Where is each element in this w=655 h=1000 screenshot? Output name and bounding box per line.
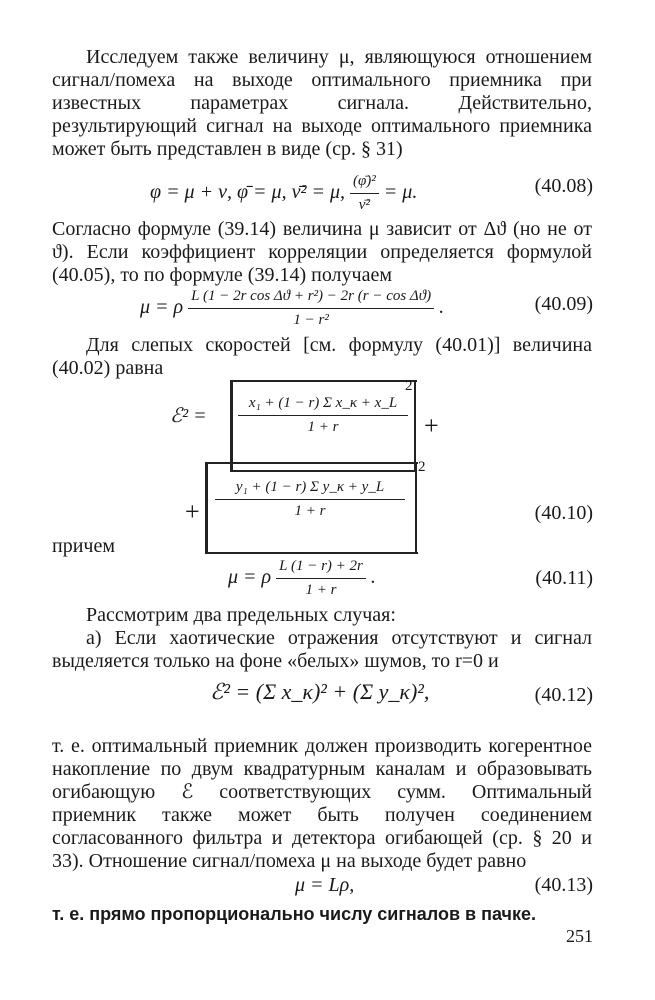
equation-number: (40.12) bbox=[534, 684, 593, 706]
fraction-1: $\frac{\text{x₁ + (1 − r) Σ x\_κ + x\_L}}{1 + r}$ bbox=[238, 392, 408, 439]
paragraph-8 bbox=[52, 903, 592, 926]
equation-number: (40.10) bbox=[534, 502, 593, 524]
paragraph-text: Исследуем также величину μ, являющуюся отношением сигнал/помеха на выходе оптимального приемника при известных параметрах сигнала. Действительно, результирующий сигнал на выходе оптимального приемника может быть представлен в виде (ср. § 31) bbox=[52, 46, 592, 160]
plus-sign: + bbox=[424, 411, 439, 440]
fraction-2: $\frac{\text{y₁ + (1 − r) Σ y\_κ + y\_L}}{1 + r}$ bbox=[215, 476, 405, 523]
equation-40-08: φ = μ + ν, φ̄ = μ, ν̄² = μ, $\frac{\text{(φ̄)²}}{\text{ν̄²}}$ = μ. bbox=[150, 170, 417, 217]
paragraph-3 bbox=[52, 334, 592, 380]
paragraph-5 bbox=[52, 604, 592, 627]
paragraph-2 bbox=[52, 218, 592, 287]
fraction: $\frac{\text{(φ̄)²}}{\text{ν̄²}}$ bbox=[350, 170, 379, 217]
equation-number: (40.09) bbox=[534, 293, 593, 315]
paragraph-7 bbox=[52, 735, 592, 873]
paragraph-text: Рассмотрим два предельных случая: bbox=[86, 604, 396, 626]
equation-40-13: μ = Lρ, bbox=[295, 874, 355, 896]
exponent: 2 bbox=[405, 378, 413, 394]
exponent: 2 bbox=[418, 459, 426, 475]
equation-number: (40.08) bbox=[534, 175, 593, 197]
plus-sign: + bbox=[185, 497, 200, 526]
equation-number: (40.13) bbox=[534, 874, 593, 896]
page-number: 251 bbox=[566, 926, 593, 946]
paragraph-text: т. е. прямо пропорционально числу сигналов в пачке. bbox=[52, 904, 536, 924]
fraction: $\frac{L (1 - r) + 2r}{1 + r}$ bbox=[276, 555, 366, 602]
paragraph-text: Согласно формуле (39.14) величина μ зависит от Δϑ (но не от ϑ). Если коэффициент корреляции определяется формулой (40.05), то по формуле (39.14) получаем bbox=[52, 218, 592, 286]
equation-number: (40.11) bbox=[535, 567, 593, 589]
paragraph-1 bbox=[52, 46, 592, 161]
paragraph-text: т. е. оптимальный приемник должен производить когерентное накопление по двум квадратурным каналам и образовывать огибающую ℰ соответствующих сумм. Оптимальный приемник также может быть получен соединением согласованного фильтра и детектора огибающей (ср. § 20 и 33). Отношение сигнал/помеха μ на выходе будет равно bbox=[52, 735, 592, 872]
equation-40-09: μ = ρ $\frac{\text{L (1 − 2r cos Δϑ + r²) − 2r (r − cos Δϑ)}}{\text{1 − r²}}$ . bbox=[140, 285, 444, 332]
fraction: $\frac{\text{L (1 − 2r cos Δϑ + r²) − 2r (r − cos Δϑ)}}{\text{1 − r²}}$ bbox=[188, 285, 434, 332]
equation-40-12: ℰ² = (Σ x_κ)² + (Σ y_κ)², bbox=[210, 679, 430, 704]
paragraph-6 bbox=[52, 627, 592, 673]
paragraph-text: причем bbox=[52, 535, 115, 557]
paragraph-text: Для слепых скоростей [см. формулу (40.01)] величина (40.02) равна bbox=[52, 334, 592, 379]
equation-40-10-lhs: ℰ² = bbox=[170, 405, 207, 427]
equation-40-11: μ = ρ $\frac{L (1 - r) + 2r}{1 + r}$ . bbox=[228, 555, 376, 602]
paragraph-text: а) Если хаотические отражения отсутствуют и сигнал выделяется только на фоне «белых» шумов, то r=0 и bbox=[52, 627, 592, 672]
